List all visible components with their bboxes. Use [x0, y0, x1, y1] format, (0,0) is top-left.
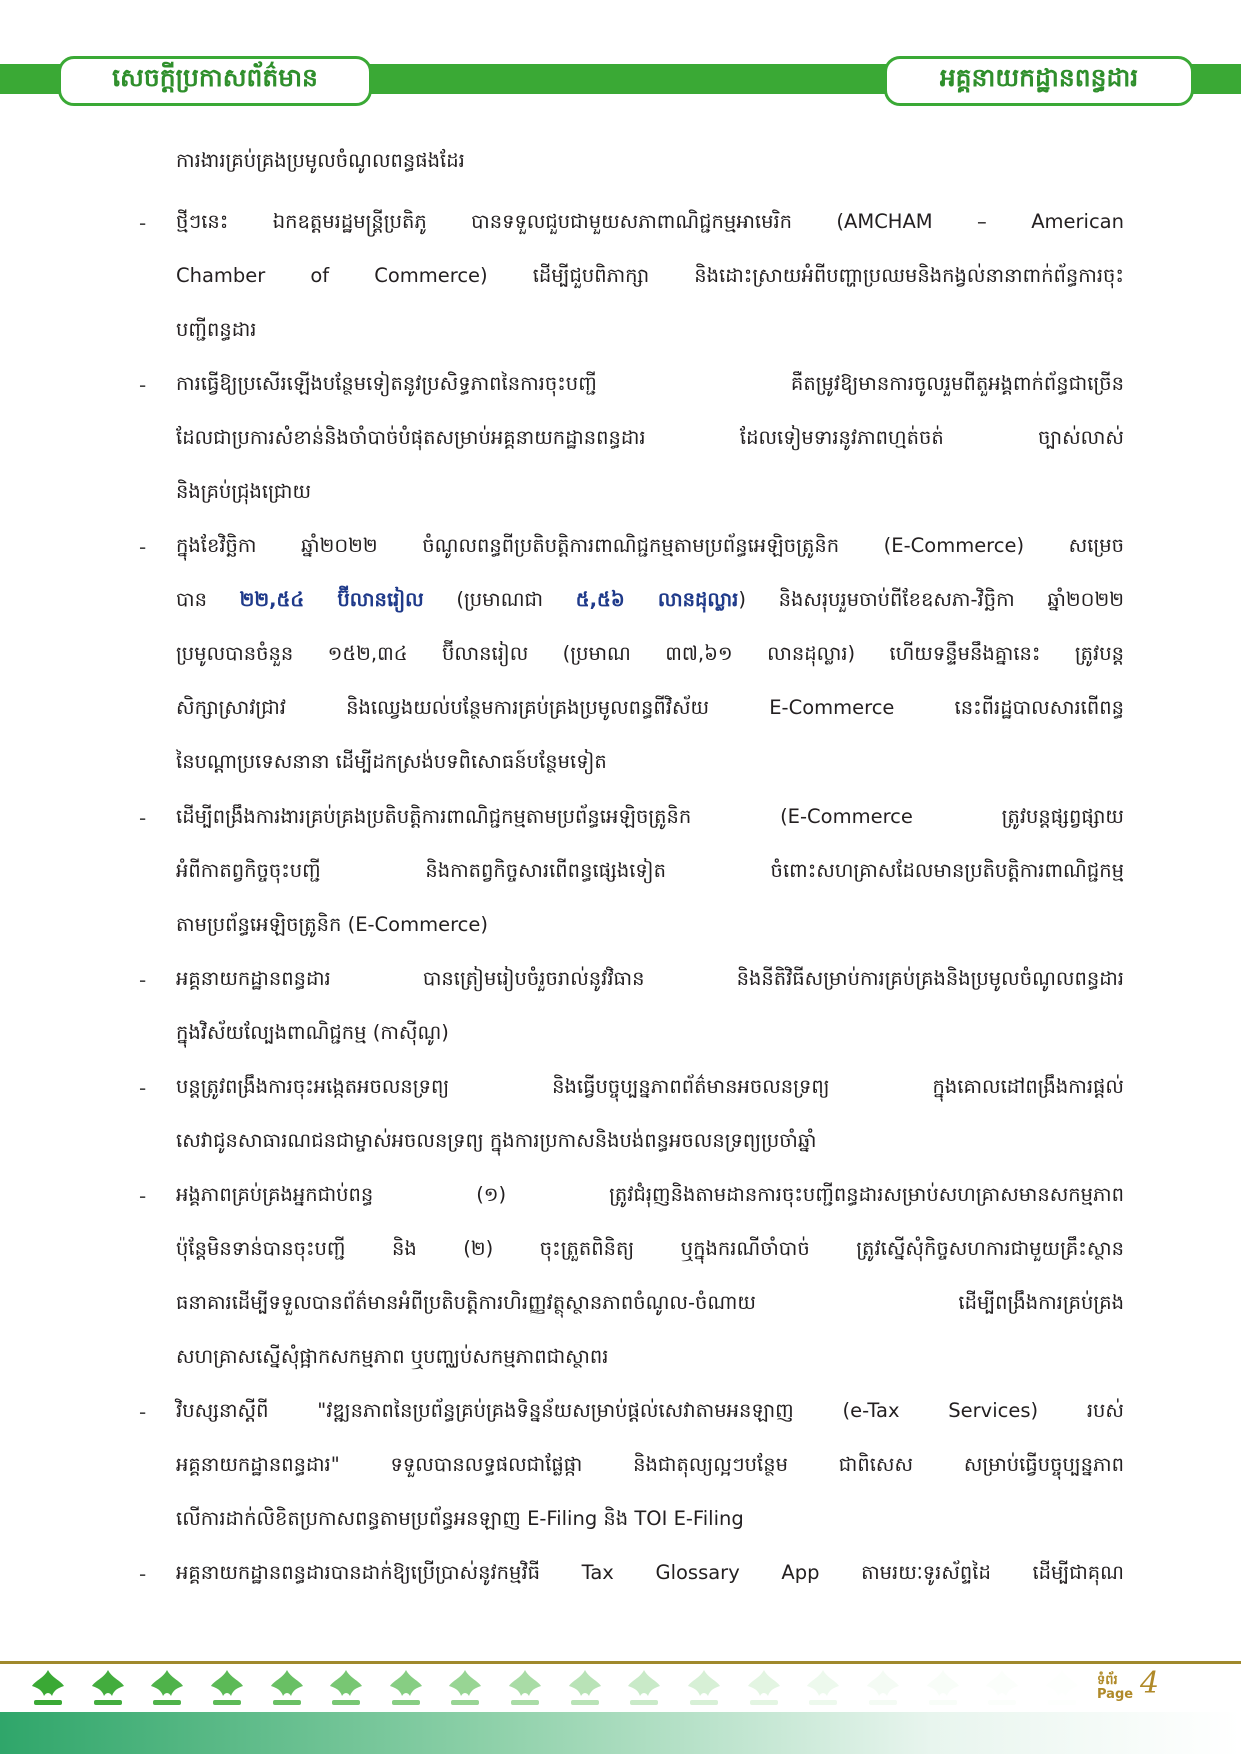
- text-line: អគ្គនាយកដ្ឋានពន្ធដារ បានត្រៀមរៀបចំរួចរាល់នូវវិធាន និងនីតិវិធីសម្រាប់ការគ្រប់គ្រងនិងប្រមូលចំណូលពន្ធដារ: [176, 967, 1124, 990]
- bullet-dash: -: [139, 373, 147, 397]
- ornament-icon: [388, 1668, 424, 1708]
- ornament-icon: [1044, 1668, 1080, 1708]
- ornament-icon: [925, 1668, 961, 1708]
- text-line: សេវាជូនសាធារណជនជាម្ចាស់អចលនទ្រព្យ ក្នុងការប្រកាសនិងបង់ពន្ធអចលនទ្រព្យប្រចាំឆ្នាំ: [176, 1129, 817, 1152]
- ornament-icon: [746, 1668, 782, 1708]
- footer-ornaments: [30, 1668, 1080, 1712]
- bullet-dash: -: [139, 1400, 147, 1424]
- text-line: វិបស្សនាស្តីពី "វឌ្ឍនភាពនៃប្រព័ន្ធគ្រប់គ្រងទិន្នន័យសម្រាប់ផ្តល់សេវាតាមអនឡាញ (e-Tax Services) របស់: [176, 1399, 1124, 1422]
- text-line: នៃបណ្តាប្រទេសនានា ដើម្បីដកស្រង់បទពិសោធន៍បន្ថែមទៀត: [176, 750, 607, 773]
- ornament-icon: [805, 1668, 841, 1708]
- header-left-title: សេចក្តីប្រកាសព័ត៌មាន: [58, 56, 372, 106]
- text-line: Chamber of Commerce) ដើម្បីជួបពិភាក្សា និងដោះស្រាយអំពីបញ្ហាប្រឈមនិងកង្វល់នានាពាក់ព័ន្ធការចុះ: [176, 264, 1124, 287]
- bullet-dash: -: [139, 806, 147, 830]
- ornament-icon: [149, 1668, 185, 1708]
- text-line: សិក្សាស្រាវជ្រាវ និងឈ្វេងយល់បន្ថែមការគ្រប់គ្រងប្រមូលពន្ធពីវិស័យ E-Commerce នេះពីរដ្ឋបាលសារពើពន្ធ: [176, 696, 1124, 719]
- bullet-dash: -: [139, 211, 147, 235]
- page-label: ទំព័រ Page: [1097, 1673, 1134, 1702]
- ornament-icon: [447, 1668, 483, 1708]
- revenue-line: បាន ២២,៥៤ ប៊ីលានរៀល (ប្រមាណជា ៥,៥៦ លានដុល្លារ) និងសរុបរួមចាប់ពីខែឧសភា-វិច្ឆិកា ឆ្នាំ២០២២: [176, 588, 1124, 611]
- ornament-icon: [984, 1668, 1020, 1708]
- text-line: ថ្មីៗនេះ ឯកឧត្តមរដ្ឋមន្ត្រីប្រតិភូ បានទទួលជួបជាមួយសភាពាណិជ្ជកម្មអាមេរិក (AMCHAM – American: [176, 210, 1124, 233]
- text-line: ដើម្បីពង្រឹងការងារគ្រប់គ្រងប្រតិបត្តិការពាណិជ្ជកម្មតាមប្រព័ន្ធអេឡិចត្រូនិក (E-Commerce ត្រូវបន្តផ្សព្វផ្សាយ: [176, 805, 1124, 828]
- text-line: លើការដាក់លិខិតប្រកាសពន្ធតាមប្រព័ន្ធអនឡាញ E-Filing និង TOI E-Filing: [176, 1507, 744, 1530]
- ornament-icon: [686, 1668, 722, 1708]
- bullet-dash: -: [139, 1184, 147, 1208]
- text-line: និងគ្រប់ជ្រុងជ្រោយ: [176, 480, 312, 503]
- bullet-dash: -: [139, 1076, 147, 1100]
- text-line: ប៉ុន្តែមិនទាន់បានចុះបញ្ជី និង (២) ចុះត្រួតពិនិត្យ ឬក្នុងករណីចាំបាច់ ត្រូវស្នើសុំកិច្ចសហការជាមួយគ្រឹះស្ថាន: [176, 1237, 1124, 1260]
- ornament-icon: [865, 1668, 901, 1708]
- ornament-icon: [507, 1668, 543, 1708]
- text-line: ក្នុងវិស័យល្បែងពាណិជ្ជកម្ម (កាស៊ីណូ): [176, 1021, 449, 1044]
- ornament-icon: [269, 1668, 305, 1708]
- text-line: អគ្គនាយកដ្ឋានពន្ធដារបានដាក់ឱ្យប្រើប្រាស់នូវកម្មវិធី Tax Glossary App តាមរយៈទូរស័ព្ទដៃ ដើម្បីជាគុណ: [176, 1561, 1124, 1584]
- ornament-icon: [626, 1668, 662, 1708]
- ornament-icon: [90, 1668, 126, 1708]
- ornament-icon: [30, 1668, 66, 1708]
- revenue-riel: ២២,៥៤ ប៊ីលានរៀល: [239, 588, 424, 611]
- text-line: បញ្ជីពន្ធដារ: [176, 318, 257, 341]
- text-line: អគ្គនាយកដ្ឋានពន្ធដារ" ទទួលបានលទ្ធផលជាផ្លែផ្កា និងជាតុល្យល្អៗបន្ថែម ជាពិសេស សម្រាប់ធ្វើបច្ចុប្បន្នភាព: [176, 1453, 1124, 1476]
- footer-rule: [0, 1661, 1241, 1664]
- page-number: 4: [1140, 1666, 1160, 1701]
- ornament-icon: [328, 1668, 364, 1708]
- text-line: បន្តត្រូវពង្រឹងការចុះអង្កេតអចលនទ្រព្យ និងធ្វើបច្ចុប្បន្នភាពព័ត៌មានអចលនទ្រព្យ ក្នុងគោលដៅពង្រឹងការផ្តល់: [176, 1075, 1124, 1098]
- ornament-icon: [567, 1668, 603, 1708]
- ornament-icon: [209, 1668, 245, 1708]
- text-line: ប្រមូលបានចំនួន ១៥២,៣៤ ប៊ីលានរៀល (ប្រមាណ ៣៧,៦១ លានដុល្លារ) ហើយទន្ទឹមនឹងគ្នានេះ ត្រូវបន្ត: [176, 642, 1124, 665]
- text-line: ក្នុងខែវិច្ឆិកា ឆ្នាំ២០២២ ចំណូលពន្ធពីប្រតិបត្តិការពាណិជ្ជកម្មតាមប្រព័ន្ធអេឡិចត្រូនិក (E-Commerce) សម្រេច: [176, 534, 1124, 557]
- text-line: អំពីកាតព្វកិច្ចចុះបញ្ជី និងកាតព្វកិច្ចសារពើពន្ធផ្សេងទៀត ចំពោះសហគ្រាសដែលមានប្រតិបត្តិការពាណិជ្ជកម្ម: [176, 859, 1124, 882]
- text-line: សហគ្រាសស្នើសុំផ្អាកសកម្មភាព ឬបញ្ឈប់សកម្មភាពជាស្ថាពរ: [176, 1345, 609, 1368]
- bullet-dash: -: [139, 968, 147, 992]
- text-line: ដែលជាប្រការសំខាន់និងចាំបាច់បំផុតសម្រាប់អគ្គនាយកដ្ឋានពន្ធដារ ដែលទៀមទារនូវភាពហ្មត់ចត់ ច្បាស់លាស់: [176, 426, 1124, 449]
- text-line: អង្គភាពគ្រប់គ្រងអ្នកជាប់ពន្ធ (១) ត្រូវជំរុញនិងតាមដានការចុះបញ្ជីពន្ធដារសម្រាប់សហគ្រាសមានសកម្មភាព: [176, 1183, 1124, 1206]
- header-right-title: អគ្គនាយកដ្ឋានពន្ធដារ: [884, 56, 1194, 106]
- revenue-usd: ៥,៥៦ លានដុល្លារ: [575, 588, 739, 611]
- text-line: ការងារគ្រប់គ្រងប្រមូលចំណូលពន្ធផងដែរ: [176, 149, 465, 172]
- footer-gradient: [0, 1712, 1241, 1754]
- bullet-dash: -: [139, 1562, 147, 1586]
- text-line: តាមប្រព័ន្ធអេឡិចត្រូនិក (E-Commerce): [176, 913, 488, 936]
- bullet-dash: -: [139, 535, 147, 559]
- text-line: ធនាគារដើម្បីទទួលបានព័ត៌មានអំពីប្រតិបត្តិការហិរញ្ញវត្ថុស្ថានភាពចំណូល-ចំណាយ ដើម្បីពង្រឹងការគ្រប់គ្រង: [176, 1291, 1124, 1314]
- text-line: ការធ្វើឱ្យប្រសើរឡើងបន្ថែមទៀតនូវប្រសិទ្ធភាពនៃការចុះបញ្ជី គឺតម្រូវឱ្យមានការចូលរួមពីតួអង្គពាក់ព័ន្ធជាច្រើន: [176, 372, 1124, 395]
